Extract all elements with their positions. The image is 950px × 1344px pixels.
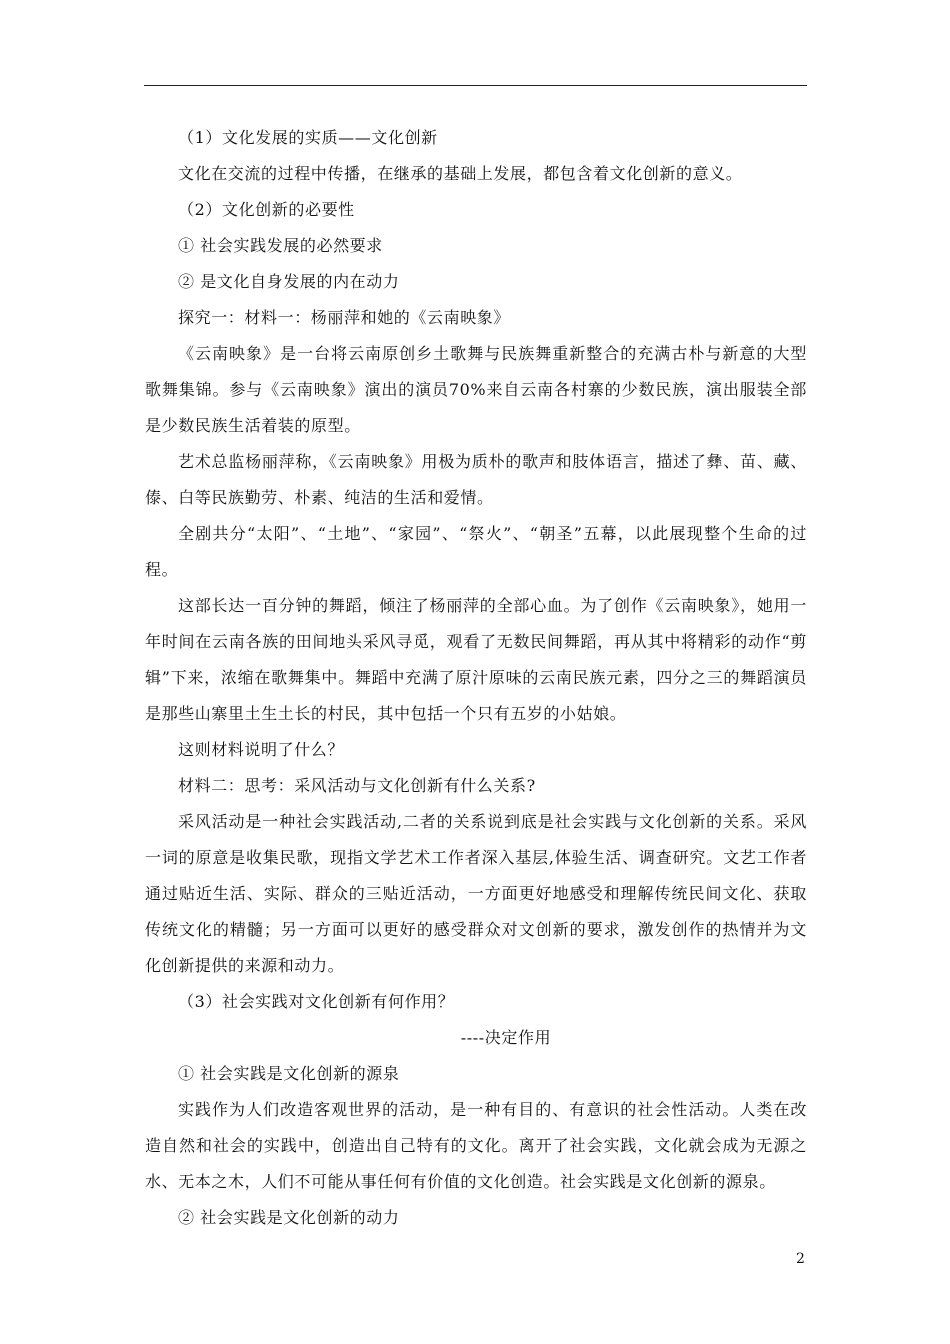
- paragraph: 艺术总监杨丽萍称，《云南映象》用极为质朴的歌声和肢体语言，描述了彝、苗、藏、傣、白等民族勤劳、朴素、纯洁的生活和爱情。: [145, 452, 807, 507]
- centered-note: ----决定作用: [460, 1028, 552, 1047]
- document-body: [145, 120, 807, 1236]
- material-heading: 探究一：材料一：杨丽萍和她的《云南映象》: [178, 308, 511, 327]
- section-heading-necessity: （2）文化创新的必要性: [178, 200, 355, 219]
- list-item: ① 社会实践是文化创新的源泉: [178, 1064, 400, 1083]
- paragraph: 文化在交流的过程中传播，在继承的基础上发展，都包含着文化创新的意义。: [178, 164, 743, 183]
- list-item: ① 社会实践发展的必然要求: [178, 236, 383, 255]
- paragraph: 实践作为人们改造客观世界的活动，是一种有目的、有意识的社会性活动。人类在改造自然和社会的实践中，创造出自己特有的文化。离开了社会实践，文化就会成为无源之水、无本之木，人们不可能从事任何有价值的文化创造。社会实践是文化创新的源泉。: [145, 1100, 807, 1191]
- material-heading: 材料二：思考：采风活动与文化创新有什么关系?: [178, 776, 536, 795]
- paragraph: 全剧共分“太阳”、“土地”、“家园”、“祭火”、“朝圣”五幕，以此展现整个生命的过程。: [145, 524, 807, 579]
- list-item: ② 是文化自身发展的内在动力: [178, 272, 400, 291]
- page-number: 2: [796, 1251, 805, 1267]
- paragraph: 这部长达一百分钟的舞蹈，倾注了杨丽萍的全部心血。为了创作《云南映象》，她用一年时间在云南各族的田间地头采风寻觅，观看了无数民间舞蹈，再从其中将精彩的动作“剪辑”下来，浓缩在歌舞集中。舞蹈中充满了原汁原味的云南民族元素，四分之三的舞蹈演员是那些山寨里土生土长的村民，其中包括一个只有五岁的小姑娘。: [145, 596, 807, 723]
- section-heading-practice: （3）社会实践对文化创新有何作用？: [178, 992, 455, 1011]
- list-item: ② 社会实践是文化创新的动力: [178, 1208, 400, 1227]
- header-rule: [144, 85, 807, 86]
- paragraph: 采风活动是一种社会实践活动,二者的关系说到底是社会实践与文化创新的关系。采风一词的原意是收集民歌，现指文学艺术工作者深入基层,体验生活、调查研究。文艺工作者通过贴近生活、实际、群众的三贴近活动，一方面更好地感受和理解传统民间文化、获取传统文化的精髓；另一方面可以更好的感受群众对文创新的要求，激发创作的热情并为文化创新提供的来源和动力。: [145, 812, 807, 975]
- section-heading-essence: （1）文化发展的实质——文化创新: [178, 128, 438, 147]
- question: 这则材料说明了什么？: [178, 740, 345, 759]
- paragraph: 《云南映象》是一台将云南原创乡土歌舞与民族舞重新整合的充满古朴与新意的大型歌舞集锦。参与《云南映象》演出的演员70%来自云南各村寨的少数民族，演出服装全部是少数民族生活着装的原型。: [145, 344, 807, 435]
